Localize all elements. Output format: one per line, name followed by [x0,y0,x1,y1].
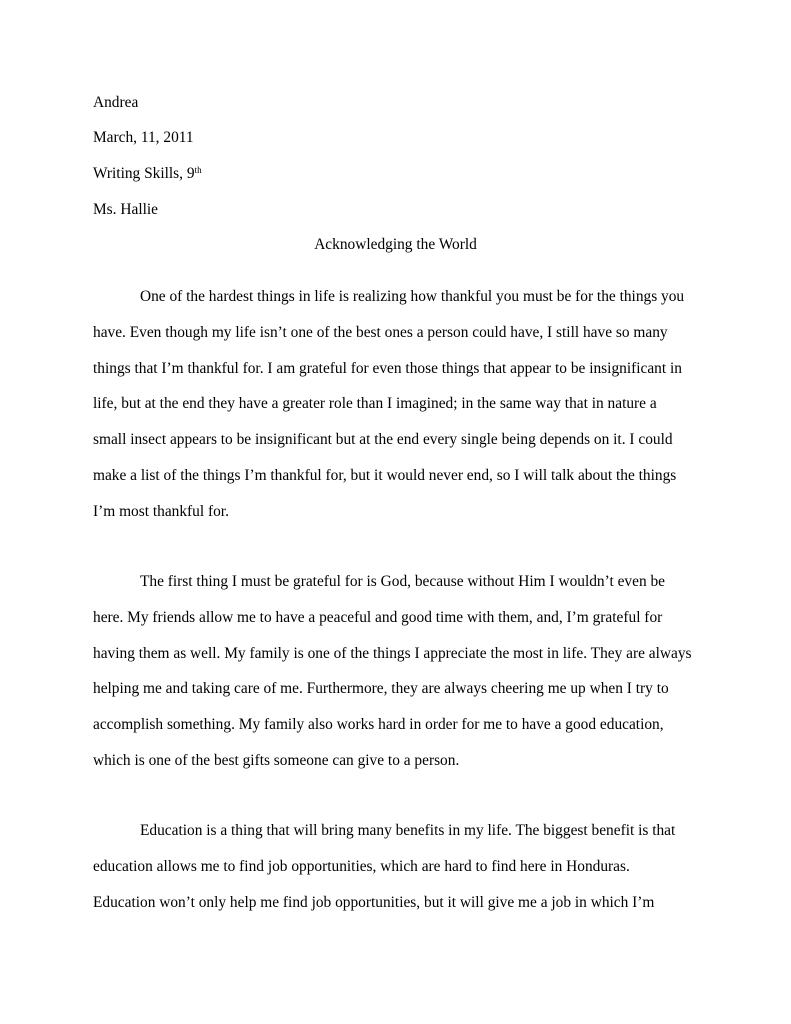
paragraph-line: One of the hardest things in life is realizing how thankful you must be for the things you [140,288,685,305]
author-name: Andrea [93,94,139,111]
teacher-name: Ms. Hallie [93,201,158,218]
paragraph-line: Education won’t only help me find job opportunities, but it will give me a job in which I’m [93,893,655,911]
course-name [93,165,202,183]
paragraph-1 [93,279,699,530]
paragraph-3 [93,813,699,920]
paragraph-line: Education is a thing that will bring many benefits in my life. The biggest benefit is that [140,822,676,839]
paragraph-line: here. My friends allow me to have a peaceful and good time with them, and, I’m grateful for [93,608,663,626]
paragraph-line: accomplish something. My family also works hard in order for me to have a good education, [93,716,664,734]
course-superscript: th [194,165,202,175]
essay-title: Acknowledging the World [314,236,477,253]
paragraph-line: have. Even though my life isn’t one of the best ones a person could have, I still have so many [93,323,668,341]
paragraph-line: which is one of the best gifts someone can give to a person. [93,751,460,769]
essay-date: March, 11, 2011 [93,129,194,146]
course-label: Writing Skills, 9 [93,165,195,182]
paragraph-2 [93,564,699,779]
paragraph-line: life, but at the end they have a greater role than I imagined; in the same way that in nature a [93,395,657,413]
paragraph-line: make a list of the things I’m thankful for, but it would never end, so I will talk about the things [93,466,677,484]
paragraph-line: The first thing I must be grateful for is God, because without Him I wouldn’t even be [140,573,666,590]
paragraph-line: small insect appears to be insignificant but at the end every single being depends on it. I could [93,431,673,449]
paragraph-line: having them as well. My family is one of the things I appreciate the most in life. They are always [93,644,692,662]
paragraph-line: I’m most thankful for. [93,502,229,520]
paragraph-line: things that I’m thankful for. I am grateful for even those things that appear to be insignificant in [93,359,682,377]
paragraph-line: helping me and taking care of me. Furthermore, they are always cheering me up when I try to [93,680,669,698]
paragraph-line: education allows me to find job opportunities, which are hard to find here in Honduras. [93,857,630,875]
